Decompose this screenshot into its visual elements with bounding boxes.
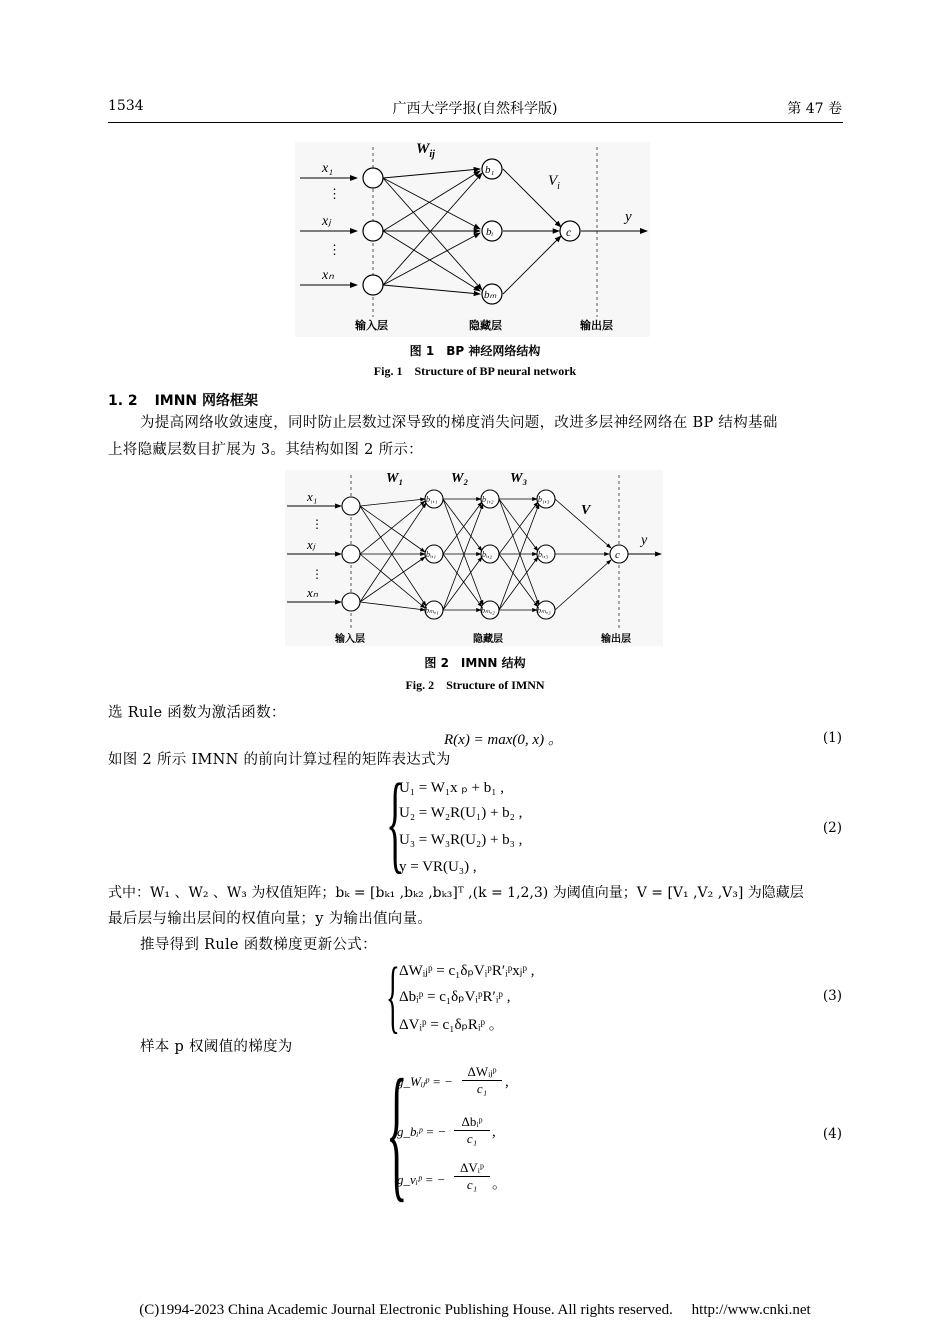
eq4-numerator: Δbᵢᵖ [454, 1114, 490, 1131]
fig1-hidden-label: bᵢ [486, 226, 494, 238]
fig2-hidden-label: bᵢ,₂ [482, 550, 493, 559]
input-node [342, 593, 360, 611]
equation-4-row [397, 1074, 453, 1091]
fig1-y-label: y [625, 209, 632, 225]
equation-4-frac [454, 1114, 490, 1147]
eq4-tail: , [505, 1074, 509, 1090]
section-title: IMNN 网络框架 [154, 393, 259, 409]
fig2-hidden-label: b₁,₂ [482, 495, 494, 504]
equation-3-line: ΔVᵢᵖ = c₁δₚRᵢᵖ 。 [399, 1017, 504, 1033]
figure-1-caption-en: Fig. 1 Structure of BP neural network [373, 364, 577, 378]
copyright-footer: (C)1994-2023 China Academic Journal Electronic Publishing House. All rights reserved. http://www.cnki.net [139, 1302, 811, 1318]
eq4-lhs: g_Wᵢⱼᵖ = − [397, 1074, 453, 1089]
equation-2-line: U₃ = W₃R(U₂) + b₃ , [399, 832, 523, 848]
paragraph-line: 为提高网络收敛速度，同时防止层数过深导致的梯度消失问题，改进多层神经网络在 BP 结构基础 [140, 415, 778, 431]
brace-2: { [386, 761, 405, 883]
svg-text:⋮: ⋮ [328, 186, 341, 201]
eq4-tail: 。 [492, 1176, 508, 1192]
fig2-layer-hidden: 隐藏层 [473, 634, 503, 645]
fig2-weight-label: W₃ [510, 471, 528, 486]
fig2-hidden-label: bₘ,₃ [537, 606, 551, 615]
fig2-y-label: y [641, 533, 648, 548]
equation-3-line: ΔWᵢⱼᵖ = c₁δₚVᵢᵖR′ᵢᵖxⱼᵖ , [399, 963, 535, 979]
eq4-denominator: c₁ [476, 1081, 488, 1096]
input-node [342, 497, 360, 515]
equation-4-frac [462, 1064, 502, 1097]
equation-number: (3) [822, 988, 842, 1004]
fig2-input-label: xⱼ [307, 537, 316, 552]
fig1-input-label: xⱼ [322, 214, 331, 229]
equation-2-line: U₂ = W₂R(U₁) + b₂ , [399, 805, 523, 821]
fig2-weight-label: W₁ [386, 471, 404, 486]
input-node [363, 275, 383, 295]
fig1-hidden-label: b₁ [485, 164, 495, 176]
svg-text:⋮: ⋮ [311, 517, 323, 531]
input-node [363, 168, 383, 188]
fig1-input-label: x₁ [322, 161, 334, 176]
paragraph-line: 最后层与输出层间的权值向量；y 为输出值向量。 [108, 911, 433, 927]
eq4-denominator: c₁ [466, 1131, 478, 1146]
section-heading [108, 390, 258, 410]
eq4-numerator: ΔWᵢⱼᵖ [462, 1064, 502, 1081]
fig2-hidden-label: bₘ,₁ [425, 606, 439, 615]
header-rule [108, 122, 843, 123]
fig1-input-label: xₙ [322, 268, 334, 283]
equation-4-row [397, 1124, 446, 1141]
input-node [342, 545, 360, 563]
svg-text:⋮: ⋮ [328, 242, 341, 257]
figure-2-imnn [285, 470, 663, 646]
fig2-input-label: x₁ [307, 489, 318, 504]
equation-4-frac [454, 1160, 490, 1193]
journal-title: 广西大学学报(自然科学版) [392, 101, 558, 117]
figure-2-caption-cn: 图 2 IMNN 结构 [424, 656, 526, 670]
input-node [363, 221, 383, 241]
equation-3-line: Δbᵢᵖ = c₁δₚVᵢᵖR′ᵢᵖ , [399, 989, 511, 1005]
fig2-weight-label: V [581, 503, 591, 518]
page-number: 1534 [108, 98, 144, 114]
fig1-output-label: c [566, 225, 572, 239]
brace-3: { [386, 950, 400, 1041]
fig2-weight-label: W₂ [451, 471, 469, 486]
paragraph-line: 上将隐藏层数目扩展为 3。其结构如图 2 所示： [108, 442, 423, 458]
fig2-hidden-label: b₁,₃ [538, 495, 550, 504]
figure-2-caption-en: Fig. 2 Structure of IMNN [405, 678, 545, 692]
fig2-layer-output: 输出层 [601, 634, 631, 645]
eq4-lhs: g_bᵢᵖ = − [397, 1124, 447, 1139]
fig2-layer-input: 输入层 [335, 634, 365, 645]
fig1-hidden-label: bₘ [484, 289, 497, 301]
fig2-hidden-label: bᵢ,₁ [426, 550, 437, 559]
eq4-numerator: ΔVᵢᵖ [454, 1160, 490, 1177]
text-forward: 如图 2 所示 IMNN 的前向计算过程的矩阵表达式为 [108, 752, 451, 768]
fig1-weight-w: $W_{ij}$ [416, 142, 435, 160]
fig1-layer-output: 输出层 [580, 319, 613, 332]
equation-4-row [397, 1172, 446, 1189]
svg-text:⋮: ⋮ [311, 567, 323, 581]
volume-label: 第 47 卷 [787, 101, 842, 117]
fig2-hidden-label: b₁,₁ [426, 495, 438, 504]
fig2-output-label: c [615, 549, 620, 561]
equation-number: (1) [822, 730, 842, 746]
eq4-tail: , [492, 1124, 496, 1140]
fig2-hidden-label: bᵢ,₃ [538, 550, 549, 559]
figure-1-svg [295, 142, 650, 337]
eq4-denominator: c₁ [466, 1177, 478, 1192]
brace-4: { [386, 1049, 408, 1215]
equation-1: R(x) = max(0, x) 。 [444, 732, 563, 748]
text-sample: 样本 p 权阈值的梯度为 [140, 1039, 293, 1055]
section-number: 1. 2 [108, 393, 138, 409]
equation-2-line: U₁ = W₁x ₚ + b₁ , [399, 780, 504, 796]
fig1-layer-hidden: 隐藏层 [469, 319, 502, 332]
figure-2-svg [285, 470, 663, 646]
fig1-weight-v: $V_i$ [548, 173, 560, 192]
equation-number: (2) [822, 820, 842, 836]
fig2-hidden-label: bₘ,₂ [481, 606, 495, 615]
figure-1-bp-network [295, 142, 650, 337]
eq4-lhs: g_vᵢᵖ = − [397, 1172, 446, 1187]
text-derive: 推导得到 Rule 函数梯度更新公式： [140, 937, 377, 953]
paragraph-line: 式中：W₁ 、W₂ 、W₃ 为权值矩阵；bₖ = [bₖ₁ ,bₖ₂ ,bₖ₃]ᵀ ,(k = 1,2,3) 为阈值向量；V = [V₁ ,V₂ ,V₃] 为隐藏层 [108, 885, 804, 901]
fig2-input-label: xₙ [307, 585, 318, 600]
equation-number: (4) [822, 1126, 842, 1142]
figure-1-caption-cn: 图 1 BP 神经网络结构 [409, 344, 541, 358]
text-relu: 选 Rule 函数为激活函数： [108, 705, 286, 721]
fig1-layer-input: 输入层 [355, 319, 388, 332]
equation-2-line: y = VR(U₃) , [399, 859, 477, 875]
